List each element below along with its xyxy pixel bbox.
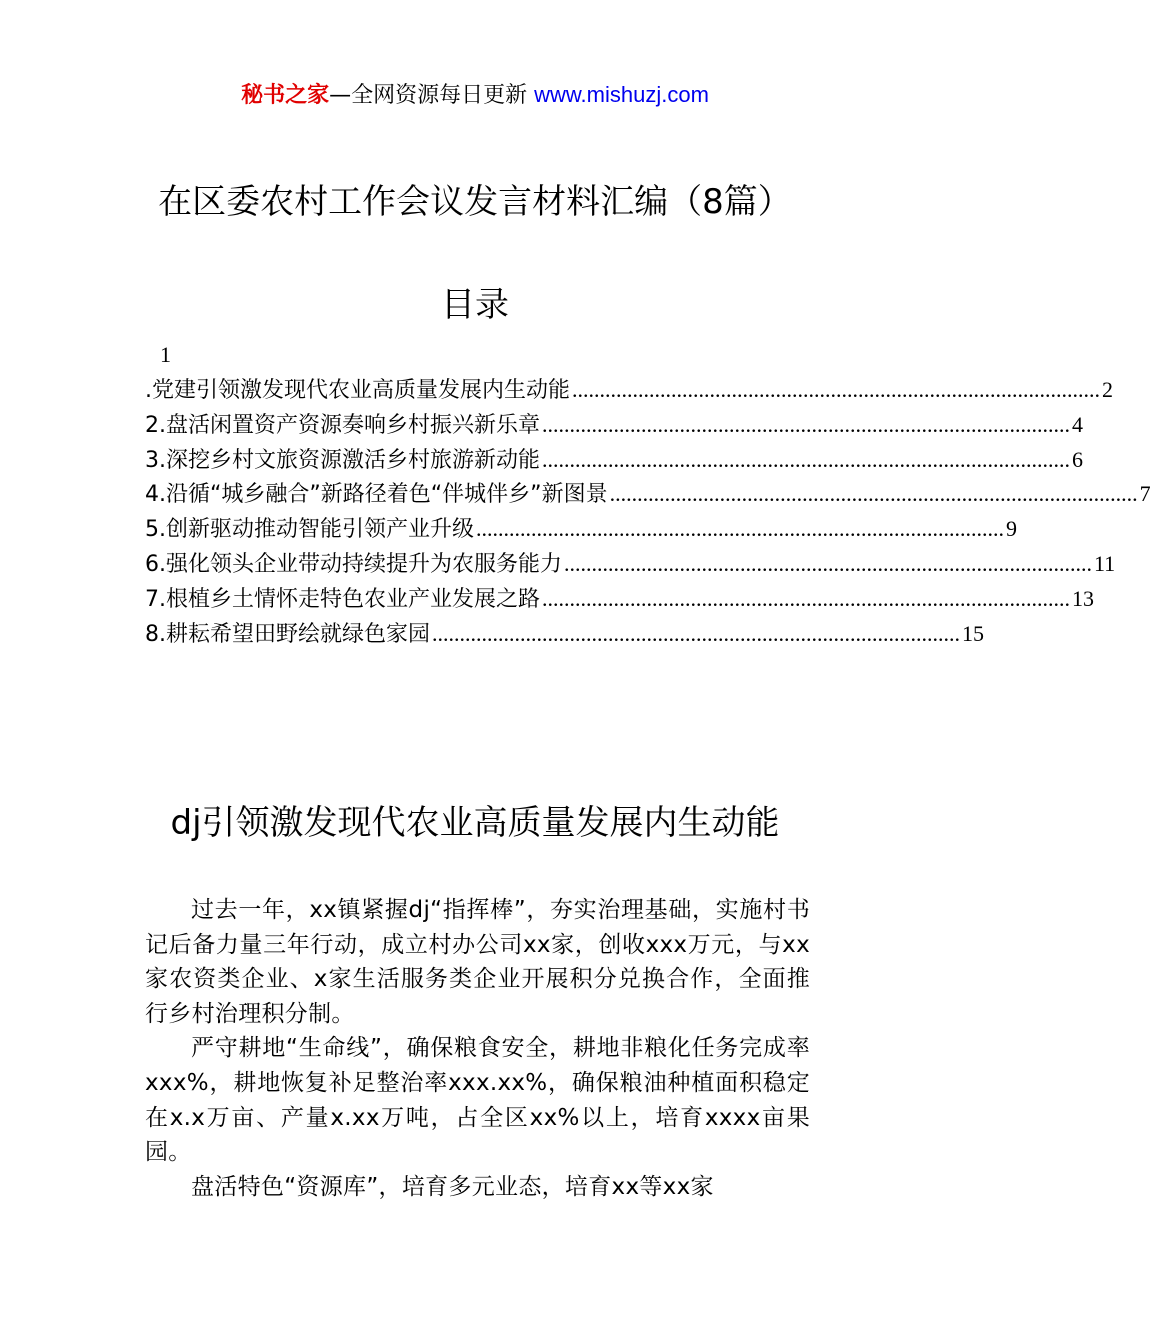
toc-entry-page: 7 [1139, 481, 1151, 507]
toc-entry-title: 6.强化领头企业带动持续提升为农服务能力 [145, 551, 562, 577]
toc-entry-title: .党建引领激发现代农业高质量发展内生动能 [145, 378, 570, 403]
toc-entry-title: 2.盘活闲置资产资源奏响乡村振兴新乐章 [145, 412, 540, 438]
table-of-contents [145, 373, 1151, 651]
toc-entry[interactable] [145, 373, 1113, 408]
toc-entry[interactable] [145, 512, 1017, 547]
body-paragraph: 盘活特色“资源库”，培育多元业态，培育xx等xx家 [191, 1173, 714, 1200]
toc-entry-page: 4 [1072, 411, 1083, 437]
toc-leader: ................................................................................................ [432, 620, 960, 646]
toc-entry[interactable] [145, 477, 1151, 512]
site-header [0, 80, 950, 111]
site-tagline: —全网资源每日更新 [329, 83, 535, 108]
section-body [145, 893, 810, 1204]
body-paragraph: 严守耕地“生命线”，确保粮食安全，耕地非粮化任务完成率xxx%，耕地恢复补足整治率xxx.xx%，确保粮油种植面积稳定在x.x万亩、产量x.xx万吨，占全区xx%以上，培育xxxx亩果园。 [145, 1035, 810, 1166]
toc-heading: 目录 [441, 285, 509, 325]
section-title: dj引领激发现代农业高质量发展内生动能 [170, 803, 780, 843]
toc-entry[interactable] [145, 443, 1083, 478]
toc-first-number: 1 [160, 342, 171, 367]
toc-leader: ................................................................................................ [609, 481, 1138, 507]
toc-leader: ................................................................................................ [572, 377, 1100, 402]
toc-entry-page: 11 [1094, 550, 1116, 576]
site-url-link[interactable]: www.mishuzj.com [534, 82, 709, 107]
toc-entry-title: 3.深挖乡村文旅资源激活乡村旅游新动能 [145, 447, 540, 473]
toc-entry[interactable] [145, 408, 1083, 443]
toc-leader: ................................................................................................ [564, 550, 1092, 576]
body-paragraph: 过去一年，xx镇紧握dj“指挥棒”，夯实治理基础，实施村书记后备力量三年行动，成立村办公司xx家，创收xxx万元，与xx家农资类企业、x家生活服务类企业开展积分兑换合作，全面推行乡村治理积分制。 [145, 897, 810, 1027]
toc-entry-title: 4.沿循“城乡融合”新路径着色“伴城伴乡”新图景 [145, 482, 608, 508]
toc-leader: ................................................................................................ [542, 446, 1070, 472]
toc-leader: ................................................................................................ [542, 585, 1070, 611]
toc-leader: ................................................................................................ [476, 516, 1004, 542]
site-brand: 秘书之家 [241, 83, 330, 108]
toc-entry-page: 9 [1006, 516, 1017, 542]
toc-entry[interactable] [145, 617, 984, 652]
toc-leader: ................................................................................................ [542, 411, 1070, 437]
toc-entry[interactable] [145, 582, 1094, 617]
toc-entry-page: 13 [1072, 585, 1094, 611]
toc-entry-page: 6 [1072, 446, 1083, 472]
toc-entry-title: 5.创新驱动推动智能引领产业升级 [145, 517, 474, 543]
toc-entry-title: 8.耕耘希望田野绘就绿色家园 [145, 621, 430, 647]
document-title: 在区委农村工作会议发言材料汇编（8篇） [158, 182, 792, 222]
toc-entry[interactable] [145, 547, 1116, 582]
toc-entry-page: 15 [962, 620, 984, 646]
toc-entry-page: 2 [1102, 377, 1113, 402]
toc-entry-title: 7.根植乡土情怀走特色农业产业发展之路 [145, 586, 540, 612]
